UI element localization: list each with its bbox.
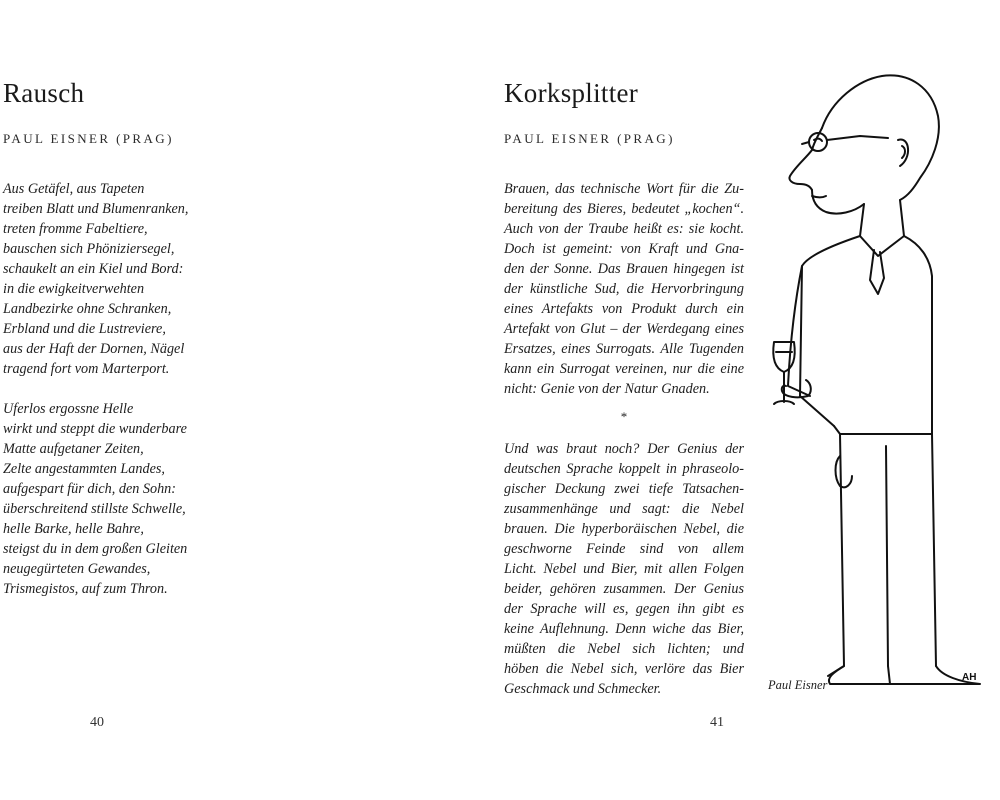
prose-line: geschworne Feinde sind von allem: [504, 541, 744, 557]
paragraph-2: [504, 439, 744, 699]
nose: [789, 150, 812, 190]
prose-line: Doch ist gemeint: von Kraft und Gna-: [504, 241, 744, 257]
poem-line: Matte aufgetaner Zeiten,: [3, 441, 144, 457]
poem-line: Erbland und die Lustreviere,: [3, 321, 166, 337]
poem-line: tragend fort vom Marterport.: [3, 361, 170, 377]
shoe-left: [829, 666, 890, 684]
chin: [812, 190, 864, 214]
prose-line: Geschmack und Schmecker.: [504, 681, 662, 697]
poem-line: überschreitend stillste Schwelle,: [3, 501, 186, 517]
prose-line: eines Artefakts von Produkt durch ein: [504, 301, 744, 317]
collar: [860, 236, 904, 256]
prose-line: der künstliche Sud, die Hervorbringung: [504, 281, 744, 297]
prose-line: der Sprache will es, gegen ihn gibt es: [504, 601, 744, 617]
stanza-2: [3, 399, 188, 599]
prose-line: bereitung des Bieres, bedeutet „kochen“.: [504, 201, 744, 217]
poem-line: Trismegistos, auf zum Thron.: [3, 581, 168, 597]
prose-line: den der Sonne. Das Brauen hingegen ist: [504, 261, 744, 277]
prose-line: keine Auflehnung. Denn wiche das Bier,: [504, 621, 744, 637]
prose-line: Licht. Nebel und Bier, mit allen Folgen: [504, 561, 744, 577]
prose-line: nicht: Genie von der Natur Gnaden.: [504, 381, 710, 397]
poem-line: neugegürteten Gewandes,: [3, 561, 151, 577]
tie: [870, 250, 884, 294]
page-title: Korksplitter: [504, 78, 639, 108]
right-page: [500, 0, 1000, 800]
page-title: Rausch: [3, 78, 85, 108]
prose-line: deutschen Sprache koppelt in phraseolo-: [504, 461, 744, 477]
poem-line: treten fromme Fabeltiere,: [3, 221, 148, 237]
author-line: PAUL EISNER (PRAG): [3, 131, 174, 146]
illustration-caption: Paul Eisner: [768, 678, 828, 692]
prose-line: Und was braut noch? Der Genius der: [504, 441, 744, 457]
prose-line: brauen. Die hyperboräischen Nebel, die: [504, 521, 744, 537]
page-number: 40: [90, 715, 104, 730]
prose-line: kann ein Surrogat vereinen, nur die eine: [504, 361, 744, 377]
poem-line: treiben Blatt und Blumenranken,: [3, 201, 189, 217]
prose-line: Ersatzes, eines Surrogats. Alle Tugenden: [504, 341, 744, 357]
poem-line: Landbezirke ohne Schranken,: [3, 301, 172, 317]
caricature-illustration: [760, 66, 1000, 696]
page-number: 41: [710, 715, 724, 730]
poem-line: helle Barke, helle Bahre,: [3, 521, 144, 537]
poem-line: bauschen sich Phöniziersegel,: [3, 241, 175, 257]
section-separator: *: [620, 409, 628, 424]
prose-line: beider, gehören zusammen. Der Genius: [504, 581, 744, 597]
prose-line: Brauen, das technische Wort für die Zu-: [504, 181, 744, 197]
poem-line: wirkt und steppt die wunderbare: [3, 421, 187, 437]
jacket-right: [840, 236, 932, 434]
stanza-1: [3, 179, 188, 379]
arm: [788, 266, 810, 396]
jacket-left: [800, 236, 860, 426]
trouser-inner: [886, 446, 888, 666]
artist-signature: AH: [962, 672, 977, 683]
trouser-right: [932, 434, 936, 666]
poem-line: steigst du in dem großen Gleiten: [3, 541, 188, 557]
prose-line: Auch von der Traube heißt es: sie kocht.: [504, 221, 744, 237]
ear: [898, 140, 908, 166]
poem-line: schaukelt an ein Kiel und Bord:: [3, 261, 184, 277]
prose-line: höben die Nebel sich, verlöre das Bier: [504, 661, 744, 677]
poem-line: aufgespart für dich, den Sohn:: [3, 481, 176, 497]
prose-line: müßten die Nebel sich lichten; und: [504, 641, 744, 657]
poem-line: Zelte angestammten Landes,: [3, 461, 165, 477]
prose-line: zusammenhänge und sagt: die Nebel: [504, 501, 744, 517]
poem-line: Uferlos ergossne Helle: [3, 401, 134, 417]
prose-line: gischer Deckung zwei tiefe Tatsachen-: [504, 481, 744, 497]
poem-line: aus der Haft der Dornen, Nägel: [3, 341, 185, 357]
prose-line: Artefakt von Glut – der Werdegang eines: [504, 321, 744, 337]
pocket-hand: [836, 456, 853, 487]
poem: [3, 179, 188, 599]
mouth: [812, 196, 826, 198]
poem-line: in die ewigkeitverwehten: [3, 281, 145, 297]
poem-line: Aus Getäfel, aus Tapeten: [3, 181, 145, 197]
spectacles-arm: [827, 136, 888, 140]
prose: [504, 179, 744, 699]
paragraph-1: [504, 179, 744, 399]
author-line: PAUL EISNER (PRAG): [504, 131, 675, 146]
